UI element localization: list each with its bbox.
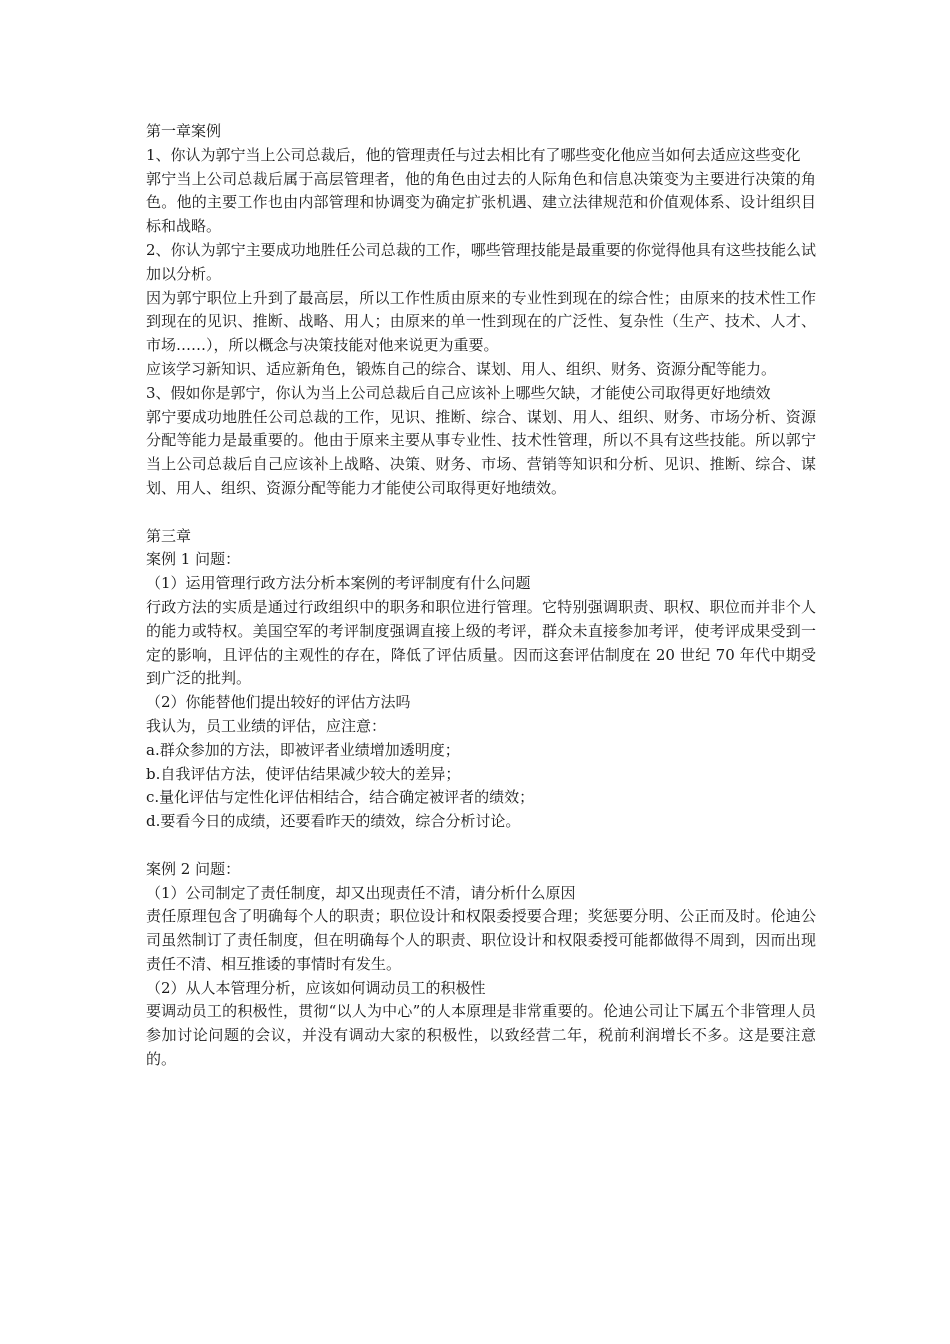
chapter1-question-2: 2、你认为郭宁主要成功地胜任公司总裁的工作，哪些管理技能是最重要的你觉得他具有这些技能么试加以分析。 [146,240,816,283]
case1-question-2: （2）你能替他们提出较好的评估方法吗 [146,693,411,712]
chapter1-answer-2-paragraph-1: 因为郭宁职位上升到了最高层，所以工作性质由原来的专业性到现在的综合性；由原来的技术性工作到现在的见识、推断、战略、用人；由原来的单一性到现在的广泛性、复杂性（生产、技术、人才、市场……），所以概念与决策技能对他来说更为重要。 [146,288,816,355]
case1-answer-2-item-c: c.量化评估与定性化评估相结合，结合确定被评者的绩效； [146,788,535,807]
case1-answer-2-item-d: d.要看今日的成绩，还要看昨天的绩效，综合分析讨论。 [146,812,521,831]
case1-answer-2-item-a: a.群众参加的方法，即被评者业绩增加透明度； [146,740,460,759]
case2-answer-2: 要调动员工的积极性，贯彻“以人为中心”的人本原理是非常重要的。伦迪公司让下属五个非管理人员参加讨论问题的会议，并没有调动大家的积极性，以致经营二年，税前利润增长不多。这是要注意的。 [146,1002,816,1069]
case2-title: 案例 2 问题： [146,859,241,878]
case1-answer-1: 行政方法的实质是通过行政组织中的职务和职位进行管理。它特别强调职责、职权、职位而并非个人的能力或特权。美国空军的考评制度强调直接上级的考评，群众未直接参加考评，使考评成果受到一定的影响，且评估的主观性的存在，降低了评估质量。因而这套评估制度在 20 世纪 70 年代中期受到广泛的批判。 [146,597,816,688]
chapter3-title: 第三章 [146,526,192,545]
case2-question-2: （2）从人本管理分析，应该如何调动员工的积极性 [146,978,486,997]
document-body [146,120,816,1072]
chapter1-title: 第一章案例 [146,122,222,140]
chapter1-answer-3: 郭宁要成功地胜任公司总裁的工作，见识、推断、综合、谋划、用人、组织、财务、市场分析、资源分配等能力是最重要的。他由于原来主要从事专业性、技术性管理，所以不具有这些技能。所以郭宁当上公司总裁后自己应该补上战略、决策、财务、市场、营销等知识和分析、见识、推断、综合、谋划、用人、组织、资源分配等能力才能使公司取得更好地绩效。 [146,407,816,497]
section-spacer [146,834,816,858]
case1-title: 案例 1 问题： [146,550,241,569]
case1-question-1: （1）运用管理行政方法分析本案例的考评制度有什么问题 [146,574,531,593]
chapter1-answer-1: 郭宁当上公司总裁后属于高层管理者，他的角色由过去的人际角色和信息决策变为主要进行决策的角色。他的主要工作也由内部管理和协调变为确定扩张机遇、建立法律规范和价值观体系、设计组织目标和战略。 [146,169,816,236]
case2-answer-1: 责任原理包含了明确每个人的职责；职位设计和权限委授要合理；奖惩要分明、公正而及时。伦迪公司虽然制订了责任制度，但在明确每个人的职责、职位设计和权限委授可能都做得不周到，因而出现责任不清、相互推诿的事情时有发生。 [146,907,816,973]
case2-question-1: （1）公司制定了责任制度，却又出现责任不清，请分析什么原因 [146,883,576,902]
chapter1-question-3: 3、假如你是郭宁，你认为当上公司总裁后自己应该补上哪些欠缺，才能使公司取得更好地绩效 [146,383,771,402]
section-spacer [146,501,816,525]
case1-answer-2-intro: 我认为，员工业绩的评估，应注意： [146,716,387,735]
case1-answer-2-item-b: b.自我评估方法，使评估结果减少较大的差异； [146,764,461,783]
chapter1-question-1: 1、你认为郭宁当上公司总裁后，他的管理责任与过去相比有了哪些变化他应当如何去适应这些变化 [146,145,801,164]
chapter1-answer-2-paragraph-2: 应该学习新知识、适应新角色，锻炼自己的综合、谋划、用人、组织、财务、资源分配等能力。 [146,359,777,378]
